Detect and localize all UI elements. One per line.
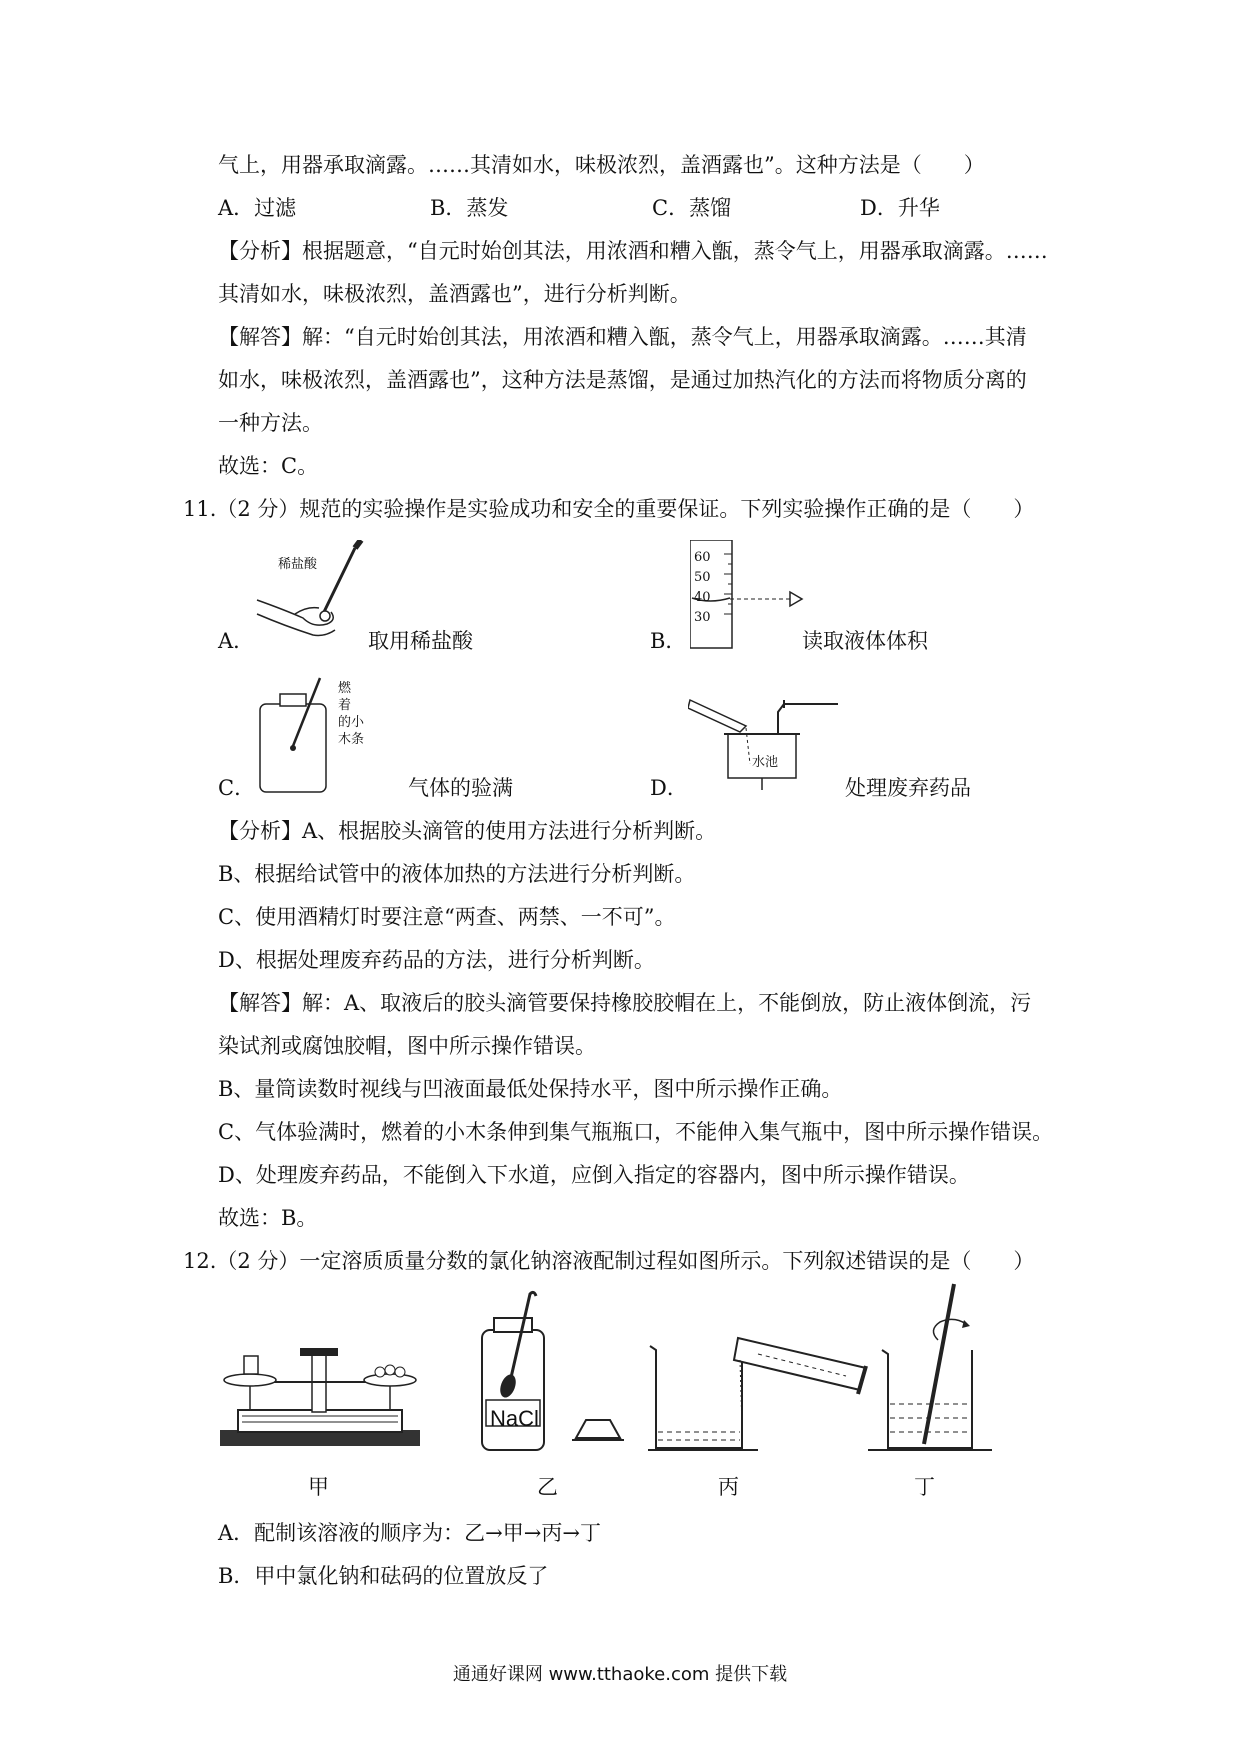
q10-option-a: A．过滤 xyxy=(218,196,297,220)
q10-option-d: D．升华 xyxy=(860,196,940,220)
q10-analysis-line-2: 其清如水，味极浓烈，盖酒露也”，进行分析判断。 xyxy=(218,282,691,306)
q11-answer-line-2: 染试剂或腐蚀胶帽，图中所示操作错误。 xyxy=(218,1034,596,1058)
q11-option-a-caption: 取用稀盐酸 xyxy=(368,629,473,653)
tick-label-40: 40 xyxy=(694,590,711,605)
figure-label-jia: 甲 xyxy=(308,1475,329,1499)
q11-stem: 11.（2 分）规范的实验操作是实验成功和安全的重要保证。下列实验操作正确的是（ ） xyxy=(183,497,1035,521)
pouring-figure xyxy=(648,1320,878,1460)
q11-answer-line-1: 【解答】解：A、取液后的胶头滴管要保持橡胶胶帽在上，不能倒放，防止液体倒流，污 xyxy=(218,991,1032,1015)
q11-option-b-letter: B． xyxy=(650,629,687,653)
tick-label-50: 50 xyxy=(694,570,711,585)
q11-option-c-caption: 气体的验满 xyxy=(408,776,513,800)
tick-label-60: 60 xyxy=(694,550,711,565)
q11-option-b-caption: 读取液体体积 xyxy=(802,629,928,653)
q10-answer-line-3: 一种方法。 xyxy=(218,411,323,435)
q10-stem-end: 气上，用器承取滴露。……其清如水，味极浓烈，盖酒露也”。这种方法是（ ） xyxy=(218,153,985,177)
q11-answer-line-4: C、气体验满时，燃着的小木条伸到集气瓶瓶口，不能伸入集气瓶中，图中所示操作错误。 xyxy=(218,1120,1054,1144)
tick-label-30: 30 xyxy=(694,610,711,625)
q11-option-d-caption: 处理废弃药品 xyxy=(845,776,971,800)
q12-stem: 12.（2 分）一定溶质质量分数的氯化钠溶液配制过程如图所示。下列叙述错误的是（ ） xyxy=(183,1249,1035,1273)
q10-answer-line-2: 如水，味极浓烈，盖酒露也”，这种方法是蒸馏，是通过加热汽化的方法而将物质分离的 xyxy=(218,368,1027,392)
q11-c-figure-label-4: 木条 xyxy=(338,732,365,747)
q11-c-figure-label-2: 着 xyxy=(338,698,352,713)
q10-answer-line-1: 【解答】解：“自元时始创其法，用浓酒和糟入甑，蒸令气上，用器承取滴露。……其清 xyxy=(218,325,1027,349)
figure-label-yi: 乙 xyxy=(537,1475,558,1499)
page-footer: 通通好课网 www.tthaoke.com 提供下载 xyxy=(452,1664,788,1685)
q11-c-figure-label-1: 燃 xyxy=(338,681,352,696)
stirring-figure xyxy=(868,1280,998,1460)
q11-option-c-letter: C． xyxy=(218,776,256,800)
q10-option-c: C．蒸馏 xyxy=(652,196,732,220)
figure-label-ding: 丁 xyxy=(914,1475,935,1499)
q10-analysis-line-1: 【分析】根据题意，“自元时始创其法，用浓酒和糟入甑，蒸令气上，用器承取滴露。…… xyxy=(218,239,1048,263)
q11-analysis-line-1: 【分析】A、根据胶头滴管的使用方法进行分析判断。 xyxy=(218,819,717,843)
q10-choice: 故选：C。 xyxy=(218,454,319,478)
q12-option-b: B．甲中氯化钠和砝码的位置放反了 xyxy=(218,1564,549,1588)
q11-analysis-line-2: B、根据给试管中的液体加热的方法进行分析判断。 xyxy=(218,862,696,886)
figure-label-bing: 丙 xyxy=(718,1475,739,1499)
q11-a-figure-label: 稀盐酸 xyxy=(278,557,318,572)
q11-analysis-line-3: C、使用酒精灯时要注意“两查、两禁、一不可”。 xyxy=(218,905,676,929)
nacl-bottle-label: NaCl xyxy=(490,1406,539,1431)
q12-option-a: A．配制该溶液的顺序为：乙→甲→丙→丁 xyxy=(218,1521,601,1545)
q11-analysis-line-4: D、根据处理废弃药品的方法，进行分析判断。 xyxy=(218,948,655,972)
q11-option-a-letter: A． xyxy=(218,629,255,653)
q11-answer-line-3: B、量筒读数时视线与凹液面最低处保持水平，图中所示操作正确。 xyxy=(218,1077,843,1101)
q11-d-figure-label: 水池 xyxy=(752,755,779,770)
gas-bottle-figure xyxy=(258,676,348,796)
q10-option-b: B．蒸发 xyxy=(430,196,509,220)
q11-choice: 故选：B。 xyxy=(218,1206,318,1230)
q11-option-d-letter: D． xyxy=(650,776,688,800)
q11-c-figure-label-3: 的小 xyxy=(338,715,365,730)
q11-answer-line-5: D、处理废弃药品，不能倒入下水道，应倒入指定的容器内，图中所示操作错误。 xyxy=(218,1163,970,1187)
balance-figure xyxy=(220,1330,420,1450)
